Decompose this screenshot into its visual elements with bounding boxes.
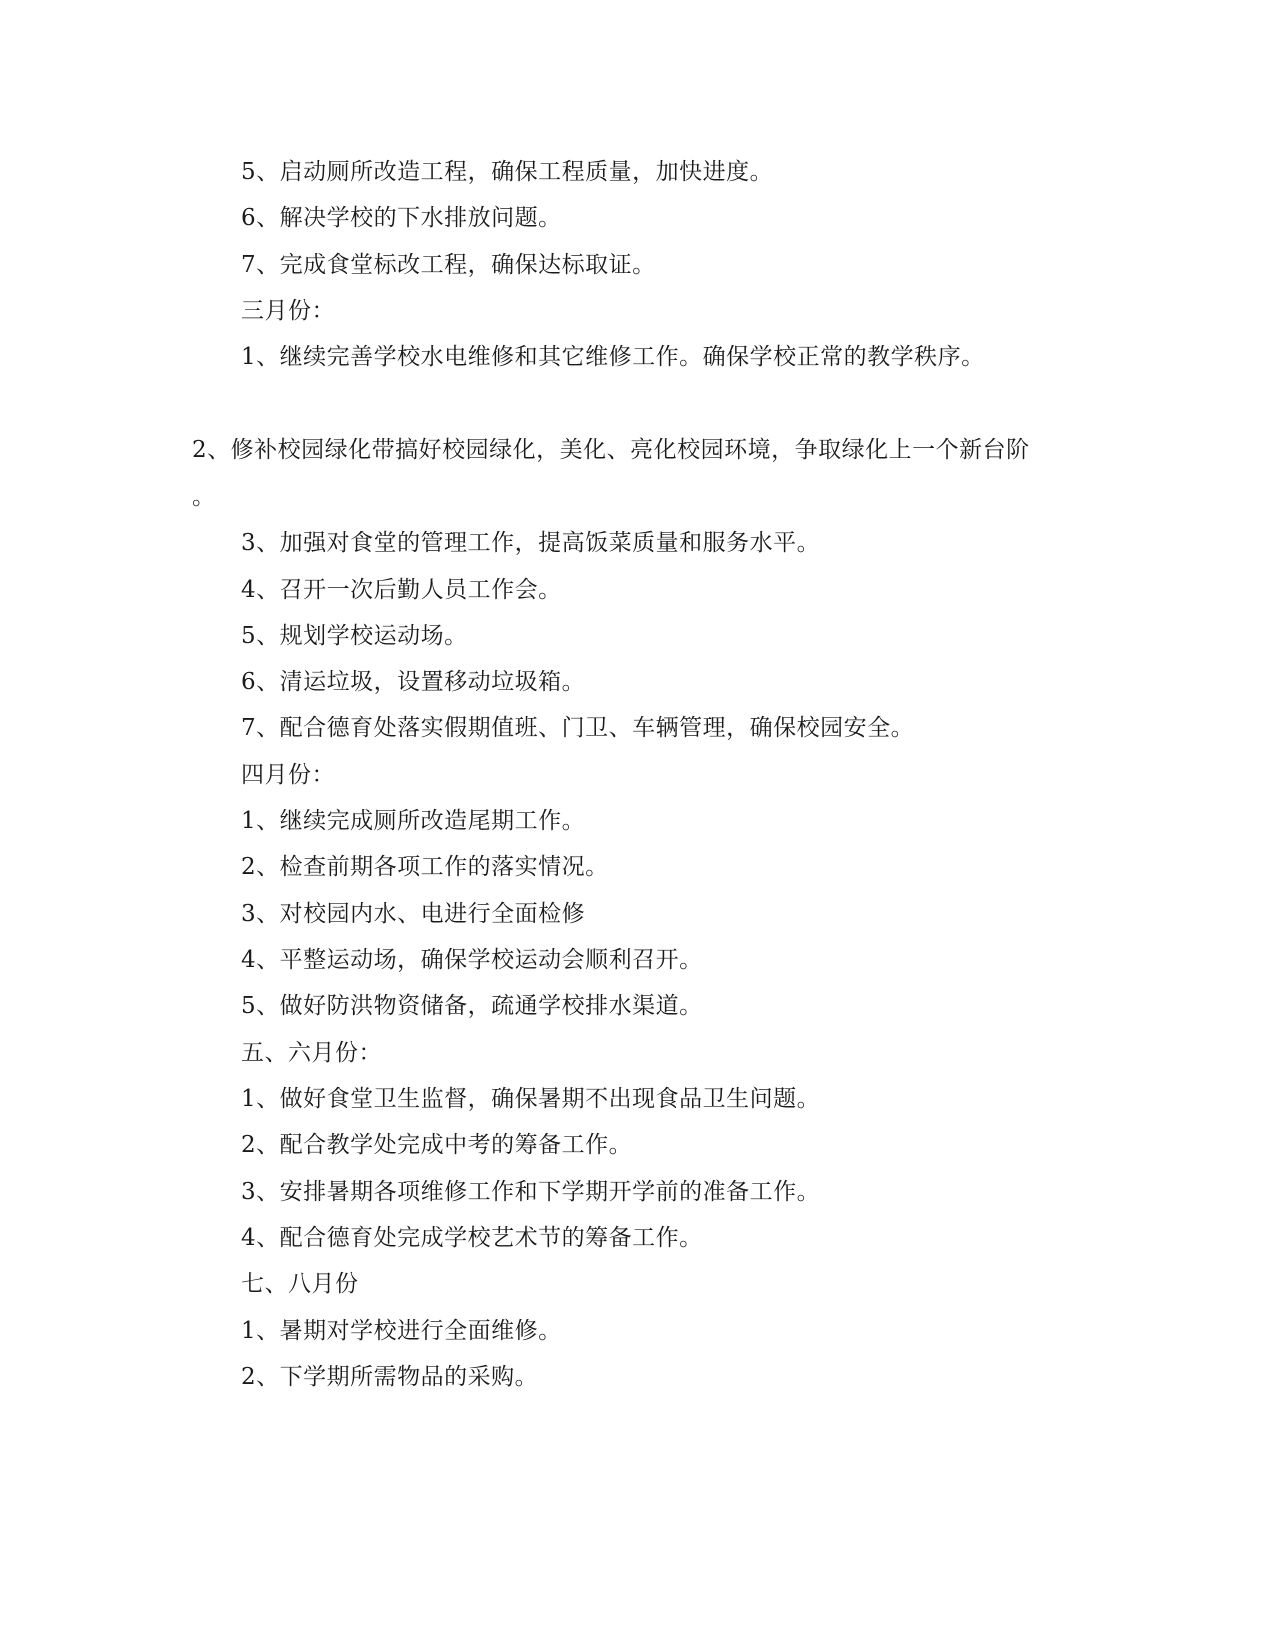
list-item: 5、规划学校运动场。 [241,623,468,649]
list-item: 7、完成食堂标改工程，确保达标取证。 [241,252,656,278]
list-item-continuation: 。 [192,484,216,510]
list-item: 3、对校园内水、电进行全面检修 [241,901,586,927]
list-item: 5、启动厕所改造工程，确保工程质量，加快进度。 [241,159,774,185]
list-item: 5、做好防洪物资储备，疏通学校排水渠道。 [241,993,703,1019]
list-item: 4、召开一次后勤人员工作会。 [241,577,562,603]
section-heading: 五、六月份： [241,1040,382,1066]
section-heading: 三月份： [241,298,335,324]
section-heading: 四月份： [241,762,335,788]
list-item: 3、安排暑期各项维修工作和下学期开学前的准备工作。 [241,1179,821,1205]
list-item: 1、继续完善学校水电维修和其它维修工作。确保学校正常的教学秩序。 [241,344,985,370]
list-item: 6、清运垃圾，设置移动垃圾箱。 [241,669,586,695]
list-item: 6、解决学校的下水排放问题。 [241,205,562,231]
list-item: 1、做好食堂卫生监督，确保暑期不出现食品卫生问题。 [241,1086,821,1112]
list-item: 1、继续完成厕所改造尾期工作。 [241,808,586,834]
list-item: 2、修补校园绿化带搞好校园绿化，美化、亮化校园环境，争取绿化上一个新台阶 [192,437,1030,463]
list-item: 4、平整运动场，确保学校运动会顺利召开。 [241,947,703,973]
list-item: 2、下学期所需物品的采购。 [241,1364,539,1390]
list-item: 2、配合教学处完成中考的筹备工作。 [241,1132,633,1158]
list-item: 1、暑期对学校进行全面维修。 [241,1318,562,1344]
section-heading: 七、八月份 [241,1271,359,1297]
list-item: 7、配合德育处落实假期值班、门卫、车辆管理，确保校园安全。 [241,715,915,741]
list-item: 3、加强对食堂的管理工作，提高饭菜质量和服务水平。 [241,530,821,556]
list-item: 2、检查前期各项工作的落实情况。 [241,854,609,880]
list-item: 4、配合德育处完成学校艺术节的筹备工作。 [241,1225,703,1251]
